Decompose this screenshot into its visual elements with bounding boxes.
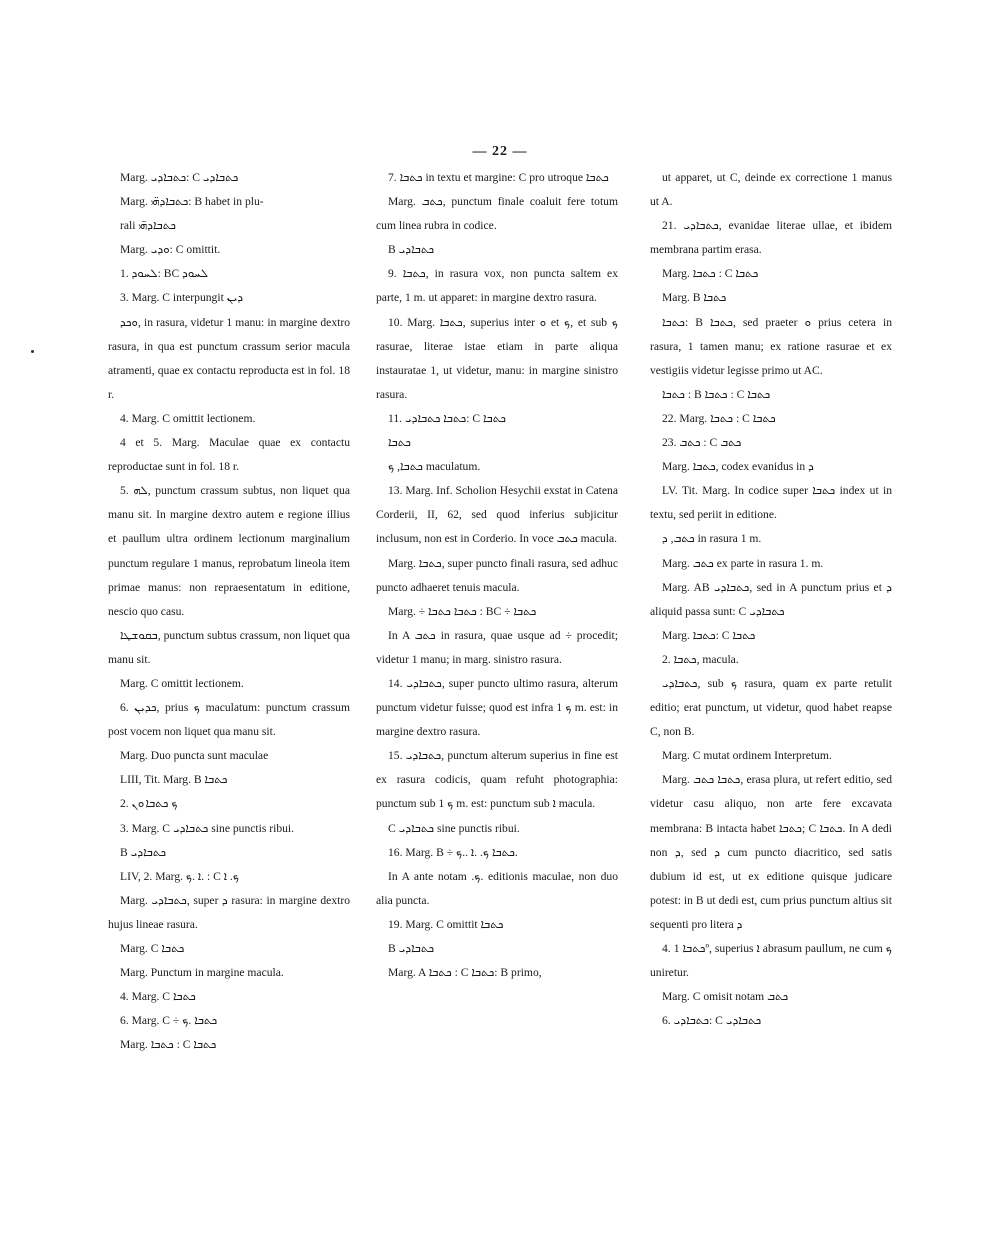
apparatus-note: Marg. A ܟܬܒܐ : C ܟܬܒܐ: B primo, [388, 966, 542, 980]
apparatus-note: Marg. ܟܬܒܐ : C ܟܬܒܐ [120, 1038, 217, 1052]
apparatus-note: rali ܟܬܒܐܕܗ̈ܝ [120, 219, 176, 233]
apparatus-note: C ܟܬܒܐܕܝ sine punctis ribui. [388, 821, 520, 835]
apparatus-note: Marg. ܟܬܒܐܕܝ: C ܟܬܒܐܕܝ [120, 171, 239, 184]
apparatus-note: 1. ܠܚܘܕ: BC ܠܚܘܕ [120, 267, 209, 281]
apparatus-note: 2. ܟ ܟܬܒܐ ܘܢ [120, 797, 178, 811]
apparatus-note: B ܟܬܒܐܕܝ [388, 942, 435, 955]
apparatus-note: 16. Marg. B ÷ ܟܬܒܐ ܟ. .ܐ ..ܟ. [388, 845, 518, 859]
apparatus-note: Marg. ܟܬܒ, punctum finale coaluit fere totum cum linea rubra in codice. [376, 195, 618, 233]
apparatus-note: 6. ܟܕܝܢ, prius ܟ maculatum: punctum crassum post vocem non liquet qua manu sit. [108, 701, 350, 739]
apparatus-note: ܒܩܘܫܛܐ, punctum subtus crassum, non liquet qua manu sit. [108, 628, 350, 666]
apparatus-note: ܟܬܒ, ܕ in rasura 1 m. [662, 532, 762, 546]
apparatus-note: B ܟܬܒܐܕܝ [120, 845, 167, 859]
apparatus-note: 10. Marg. ܟܬܒܐ, superius inter ܘ et ܟ, et sub ܟ rasurae, literae istae etiam in parte aliqua instauratae 1, ut videtur, manu: in margine sinistro rasura. [376, 315, 618, 401]
apparatus-note: 13. Marg. Inf. Scholion Hesychii exstat in Catena Corderii, II, 62, sed quod inferius subjicitur inclusum, non est in Corderio. In voce ܟܬܒ macula. [376, 484, 618, 546]
apparatus-note: ܟܬܒܐ [388, 436, 411, 450]
apparatus-note: 4. Marg. C ܟܬܒܐ [120, 990, 196, 1004]
page-number: — 22 — [472, 144, 528, 159]
column-right [650, 166, 892, 1033]
apparatus-note: 6. ܟܬܒܐܕܝ: C ܟܬܒܐܕܝ [662, 1014, 762, 1028]
apparatus-note: B ܟܬܒܐܕܝ [388, 243, 435, 257]
apparatus-note: LIII, Tit. Marg. B ܟܬܒܐ [120, 773, 228, 787]
apparatus-note: Marg. ܟܬܒܐ ܟܬܒ, erasa plura, ut refert editio, sed videtur casu aliquo, non arte fere excavata membrana: B intacta habet ܟܬܒܐ; C ܟܬܒܐ. In A dedi non ܕ, sed ܕ cum puncto diacritico, sed satis dubium id est, ut ex editione quisque judicare potest: in B ut dedi est, cum prius punctum altius sit sequenti pro litera ܕ [650, 773, 893, 931]
apparatus-note: 9. ܟܬܒܐ, in rasura vox, non puncta saltem ex parte, 1 m. ut apparet: in margine dextro rasura. [376, 267, 618, 305]
apparatus-note: Marg. ܟܬܒܐ, codex evanidus in ܕ [662, 460, 814, 474]
apparatus-note: 6. Marg. C ÷ ܟܬܒܐ .ܟ [120, 1014, 218, 1028]
apparatus-note: Marg. ÷ ܟܬܒܐ ܟܬܒܐ : BC ÷ ܟܬܒܐ [388, 604, 537, 618]
apparatus-note: 4. Marg. C omittit lectionem. [120, 411, 256, 425]
apparatus-note: Marg. ܟܬܒ ex parte in rasura 1. m. [662, 556, 824, 570]
apparatus-note: Marg. ܟܬܒܐ, super puncto finali rasura, sed adhuc puncto adhaeret tenuis macula. [376, 556, 618, 594]
apparatus-note: 4. ܟܬܒܐ 1º, superius ܐ abrasum paullum, ne cum ܟ uniretur. [650, 942, 893, 980]
apparatus-note: Marg. C mutat ordinem Interpretum. [662, 749, 832, 763]
apparatus-note: Marg. Punctum in margine macula. [120, 966, 284, 980]
column-middle [376, 166, 618, 985]
apparatus-note: Marg. C omisit notam ܟܬܒ [662, 990, 789, 1004]
apparatus-note: 19. Marg. C omittit ܟܬܒܐ [388, 917, 504, 931]
apparatus-note: Marg. B ܟܬܒܐ [662, 291, 727, 305]
apparatus-note: ܘܟܕ, in rasura, videtur 1 manu: in margine dextro rasura, in qua est punctum crassum serior macula atramenti, quae ex contactu reproducta est in fol. 18 r. [108, 315, 350, 401]
apparatus-note: 22. Marg. ܟܬܒܐ : C ܟܬܒܐ [662, 411, 776, 425]
apparatus-note: In A ܟܬܒ in rasura, quae usque ad ÷ procedit; videtur 1 manu; in marg. sinistro rasura. [376, 628, 618, 666]
apparatus-note: Marg. ܘܕܝ: C omittit. [120, 243, 221, 257]
apparatus-note: 4 et 5. Marg. Maculae quae ex contactu reproductae sunt in fol. 18 r. [108, 436, 350, 474]
apparatus-note: 15. ܟܬܒܐܕܝ, punctum alterum superius in fine est ex rasura codicis, quam refuht photographia: punctum sub ܟ 1 m. est: punctum sub ܐ macula. [376, 749, 619, 811]
apparatus-note: 7. ܟܬܒܐ in textu et margine: C pro utroque ܟܬܒܐ [388, 171, 609, 184]
apparatus-note: Marg. ܟܬܒܐ: C ܟܬܒܐ [662, 628, 756, 642]
apparatus-note: LIV, 2. Marg. ܐ .ܟ. : C ܟ. ܐ [120, 869, 240, 883]
apparatus-note: Marg. AB ܟܬܒܐܕܝ, sed in A punctum prius et ܕ aliquid passa sunt: C ܟܬܒܐܕܝ [650, 580, 892, 618]
apparatus-note: ܟܬܒܐܕܝ, sub ܟ rasura, quam ex parte retulit editio; erat punctum, ut videtur, quod habet reapse C, non B. [650, 676, 892, 739]
apparatus-note: LV. Tit. Marg. In codice super ܟܬܒܐ index ut in textu, sed periit in editione. [650, 484, 892, 522]
apparatus-note: ܟܬܒܐ : B ܟܬܒܐ : C ܟܬܒܐ [662, 387, 771, 401]
apparatus-note: ut apparet, ut C, deinde ex correctione 1 manus ut A. [650, 171, 892, 209]
stray-mark [31, 350, 34, 353]
apparatus-note: 14. ܟܬܒܐܕܝ, super puncto ultimo rasura, alterum punctum videtur fuisse; quod est infra ܟ 1 m. est: in margine dextro rasura. [376, 676, 619, 739]
apparatus-note: 3. Marg. C interpungit ܕܝܢ [120, 291, 244, 305]
apparatus-note: 3. Marg. C ܟܬܒܐܕܝ sine punctis ribui. [120, 821, 295, 835]
apparatus-note: In A ante notam .ܟ. editionis maculae, non duo alia puncta. [376, 869, 618, 907]
apparatus-note: Marg. ܟܬܒܐܕܗ̈ܝ: B habet in plu- [120, 195, 264, 209]
apparatus-note: 11. ܟܬܒܐ ܟܬܒܐܕܝ: C ܟܬܒܐ [388, 411, 506, 425]
apparatus-note: 21. ܟܬܒܐܕܝ, evanidae literae ullae, et ibidem membrana partim erasa. [650, 219, 892, 257]
apparatus-note: Marg. C omittit lectionem. [120, 676, 244, 690]
apparatus-note: 23. ܟܬܒ : C ܟܬܒ [662, 436, 742, 450]
apparatus-note: Marg. ܟܬܒܐ : C ܟܬܒܐ [662, 267, 759, 281]
apparatus-note: ܟܬܒܐ: B ܟܬܒܐ, sed praeter ܘ prius cetera in rasura, 1 tamen manu; ex ratione rasurae et ex vestigiis videtur legisse primo ut AC. [650, 315, 892, 377]
apparatus-note: Marg. ܟܬܒܐܕܝ, super ܕ rasura: in margine dextro hujus lineae rasura. [108, 893, 351, 931]
apparatus-note: 2. ܟܬܒܐ, macula. [662, 652, 739, 666]
apparatus-note: Marg. Duo puncta sunt maculae [120, 749, 269, 763]
apparatus-note: 5. ܠܗ, punctum crassum subtus, non liquet qua manu sit. In margine dextro autem e regione illius et paullum ultra ordinem lectionum marginalium punctum regulare 1 manus, reprobatum lineola item primae manus: non repraesentatum in editione, nescio quo casu. [108, 484, 351, 618]
column-left [108, 166, 350, 1057]
apparatus-note: ܟܬܒܐ, ܟ maculatum. [388, 460, 481, 474]
apparatus-note: Marg. C ܟܬܒܐ [120, 942, 185, 955]
